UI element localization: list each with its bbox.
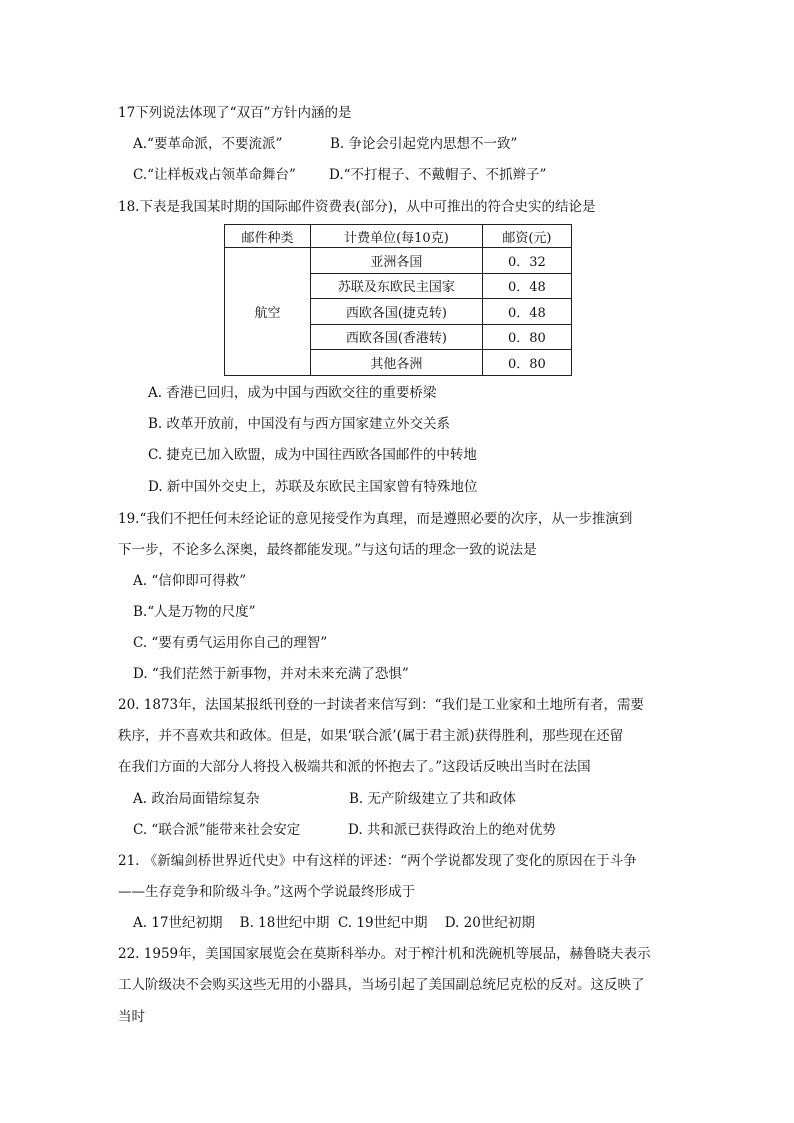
question-21-stem-line-2: ——生存竞争和阶级斗争。”这两个学说最终形成于 [118,884,416,900]
question-17-option-b: B. 争论会引起党内思想不一致” [330,136,518,152]
question-20-option-d: D. 共和派已获得政治上的绝对优势 [348,822,556,838]
table-cell-price: 0．80 [482,324,571,350]
question-18-option-b: B. 改革开放前，中国没有与西方国家建立外交关系 [148,416,451,432]
question-17-stem: 17下列说法体现了“双百”方针内涵的是 [118,105,352,121]
table-cell-price: 0．48 [482,273,571,299]
question-19-option-d: D. “我们茫然于新事物，并对未来充满了恐惧” [133,666,409,682]
table-cell-region: 其他各洲 [311,350,483,376]
table-header-mail-type: 邮件种类 [225,225,311,248]
table-header-unit: 计费单位(每10克) [311,225,483,248]
question-18-option-c: C. 捷克已加入欧盟，成为中国往西欧各国邮件的中转地 [148,447,477,463]
question-20-option-b: B. 无产阶级建立了共和政体 [349,791,517,807]
question-22-stem-line-3: 当时 [118,1009,145,1025]
table-header-row [225,225,572,248]
question-20-option-c: C. “联合派”能带来社会安定 [133,822,301,838]
question-20-option-a: A. 政治局面错综复杂 [133,791,260,807]
question-17-option-d: D.“不打棍子、不戴帽子、不抓辫子” [329,167,547,183]
question-19-option-b: B.“人是万物的尺度” [133,604,256,620]
question-20-stem-line-2: 秩序，并不喜欢共和政体。但是，如果‘联合派’(属于君主派)获得胜利，那些现在还留 [118,728,624,744]
question-21-stem-line-1: 21. 《新编剑桥世界近代史》中有这样的评述：“两个学说都发现了变化的原因在于斗争 [118,853,637,869]
question-18-option-d: D. 新中国外交史上，苏联及东欧民主国家曾有特殊地位 [148,479,478,495]
question-19-option-c: C. “要有勇气运用你自己的理智” [133,635,328,651]
table-cell-price: 0．32 [482,248,571,274]
question-19-stem-line-2: 下一步，不论多么深奥，最终都能发现。”与这句话的理念一致的说法是 [118,542,537,558]
question-19-option-a: A. “信仰即可得救” [133,573,247,589]
question-18-option-a: A. 香港已回归，成为中国与西欧交往的重要桥梁 [148,385,437,401]
table-cell-price: 0．48 [482,299,571,325]
question-22-stem-line-2: 工人阶级决不会购买这些无用的小器具，当场引起了美国副总统尼克松的反对。这反映了 [118,977,645,993]
question-17-option-c: C.“让样板戏占领革命舞台” [133,167,296,183]
question-19-stem-line-1: 19.“我们不把任何未经论证的意见接受作为真理，而是遵照必要的次序，从一步推演到 [118,511,633,527]
question-20-stem-line-3: 在我们方面的大部分人将投入极端共和派的怀抱去了。”这段话反映出当时在法国 [118,759,591,775]
table-cell-region: 苏联及东欧民主国家 [311,273,483,299]
postal-rate-table [224,224,572,376]
table-cell-price: 0．80 [482,350,571,376]
question-18-stem: 18.下表是我国某时期的国际邮件资费表(部分)，从中可推出的符合史实的结论是 [118,199,596,215]
question-22-stem-line-1: 22. 1959年，美国国家展览会在莫斯科举办。对于榨汁机和洗碗机等展品，赫鲁晓夫表示 [118,946,651,962]
table-cell-region: 亚洲各国 [311,248,483,274]
table-cell-region: 西欧各国(捷克转) [311,299,483,325]
question-20-stem-line-1: 20. 1873年，法国某报纸刊登的一封读者来信写到：“我们是工业家和土地所有者，需要 [118,697,645,713]
table-cell-category: 航空 [225,248,311,376]
table-header-price: 邮资(元) [482,225,571,248]
table-cell-region: 西欧各国(香港转) [311,324,483,350]
question-21-options: A. 17世纪初期 B. 18世纪中期 C. 19世纪中期 D. 20世纪初期 [133,915,535,931]
question-17-option-a: A.“要革命派，不要流派” [133,136,283,152]
table-row [225,248,572,274]
